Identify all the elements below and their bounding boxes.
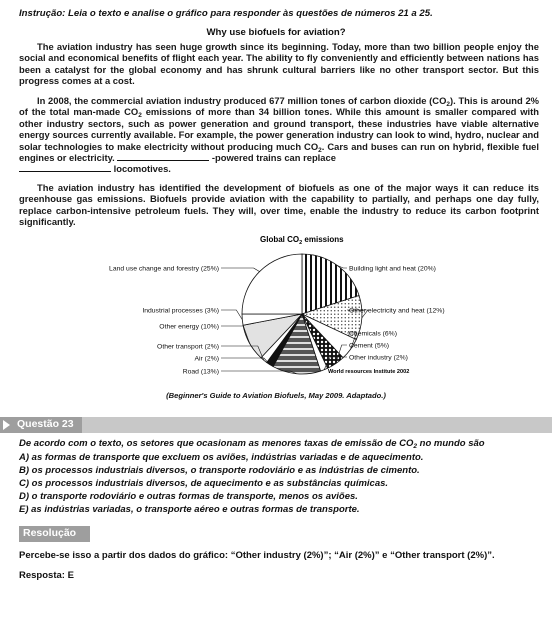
option-a[interactable]: A) as formas de transporte que excluem os aviões, indústrias variadas e de aquecimento.	[19, 452, 424, 463]
answer-text: Resposta: E	[19, 570, 74, 581]
leader-line	[221, 310, 242, 320]
question-text-a: De acordo com o texto, os setores que ocasionam as menores taxas de emissão de CO	[19, 438, 414, 449]
resolution-title: Resolução	[23, 527, 77, 539]
source-citation: (Beginner's Guide to Aviation Biofuels, May 2009. Adaptado.)	[166, 391, 386, 400]
global-co2-pie-chart	[60, 232, 520, 412]
subscript-2: 2	[318, 146, 322, 154]
subscript-2: 2	[413, 443, 418, 450]
question-title: Questão 23	[17, 418, 74, 430]
slice-label: Other electricity and heat (12%)	[349, 307, 445, 315]
answer-blank-1	[117, 160, 209, 161]
resolution-text: Percebe-se isso a partir dos dados do gráfico: “Other industry (2%)”; “Air (2%)” e “Other transport (2%)”.	[19, 550, 495, 561]
slice-label: Other energy (10%)	[159, 323, 219, 331]
p2-text-f: locomotives.	[113, 163, 171, 175]
subscript-2: 2	[138, 112, 142, 120]
slice-label: Air (2%)	[194, 355, 219, 363]
slice-label: Other transport (2%)	[157, 343, 219, 351]
option-d[interactable]: D) o transporte rodoviário e outras formas de transporte, menos os aviões.	[19, 491, 358, 502]
slice-label: Cement (5%)	[349, 342, 390, 350]
question-text-b: no mundo são	[417, 438, 485, 449]
chart-footnote: World resources Institute 2002	[328, 369, 410, 375]
question-text	[19, 438, 544, 450]
article-title: Why use biofuels for aviation?	[206, 27, 346, 38]
option-e[interactable]: E) as indústrias variadas, o transporte aéreo e outras formas de transporte.	[19, 504, 360, 515]
paragraph-3-text: The aviation industry has identified the development of biofuels as one of the major ways it can reduce its greenhouse gas emissions. Biofuels provide aviation with the capability to partially, and perhaps one day fully, replace carbon-intensive petroleum fuels. They will, over time, enable the industry to reduce its carbon footprint significantly.	[19, 182, 539, 228]
arrow-right-icon	[3, 420, 10, 430]
question-bar	[0, 417, 552, 433]
pie-slice-10	[242, 254, 302, 314]
option-c[interactable]: C) os processos industriais diversos, de aquecimento e as substâncias químicas.	[19, 478, 389, 489]
article-paragraph-1	[19, 41, 539, 87]
p2-text-a: In 2008, the commercial aviation industry produced 677 million tones of carbon dioxide (CO	[37, 95, 447, 106]
pie-slices	[242, 254, 362, 374]
paragraph-1-text: The aviation industry has seen huge growth since its beginning. Today, more than two billion people enjoy the social and economical benefits of flight each year. The ability to fly conveniently and efficiently between nations has been a catalyst for the global economy and has shrunk cultural barriers like no other transport sector. But this progress comes at a cost.	[19, 41, 539, 87]
p2-text-d: . Cars and buses can run on hybrid, flexible fuel engines or electricity.	[19, 140, 539, 164]
slice-label: Other industry (2%)	[349, 354, 408, 362]
chart-title: Global $CO_2$ emissions	[260, 235, 344, 246]
subscript-2: 2	[446, 101, 450, 108]
answer-blank-2	[19, 171, 111, 172]
instruction-text: Instrução: Leia o texto e analise o gráfico para responder às questões de números 21 a 25.	[19, 8, 433, 19]
article-paragraph-2	[19, 95, 539, 175]
article-paragraph-3	[19, 182, 539, 228]
p2-text-e: -powered trains can replace	[211, 152, 336, 164]
slice-label: Industrial processes (3%)	[142, 307, 219, 315]
slice-label: Chemicals (6%)	[349, 330, 397, 338]
p2-text-b: ). This is around 2% of the total man-made CO	[19, 95, 540, 118]
leader-line	[221, 268, 260, 272]
slice-label: Land use change and forestry (25%)	[109, 265, 219, 273]
slice-label: Road (13%)	[182, 368, 219, 376]
option-b[interactable]: B) os processos industriais diversos, o transporte rodoviário e as indústrias de cimento.	[19, 465, 420, 476]
p2-text-c: emissions of more than 34 billion tones. While this amount is smaller compared with other industry sectors, such as power generation and ground transport, these industries have viable alternative energy sources currently available. For example, the power generation industry can look to wind, hydro, nuclear and solar technologies to make electricity without producing much CO	[19, 106, 539, 152]
slice-label: Building light and heat (20%)	[349, 265, 436, 273]
